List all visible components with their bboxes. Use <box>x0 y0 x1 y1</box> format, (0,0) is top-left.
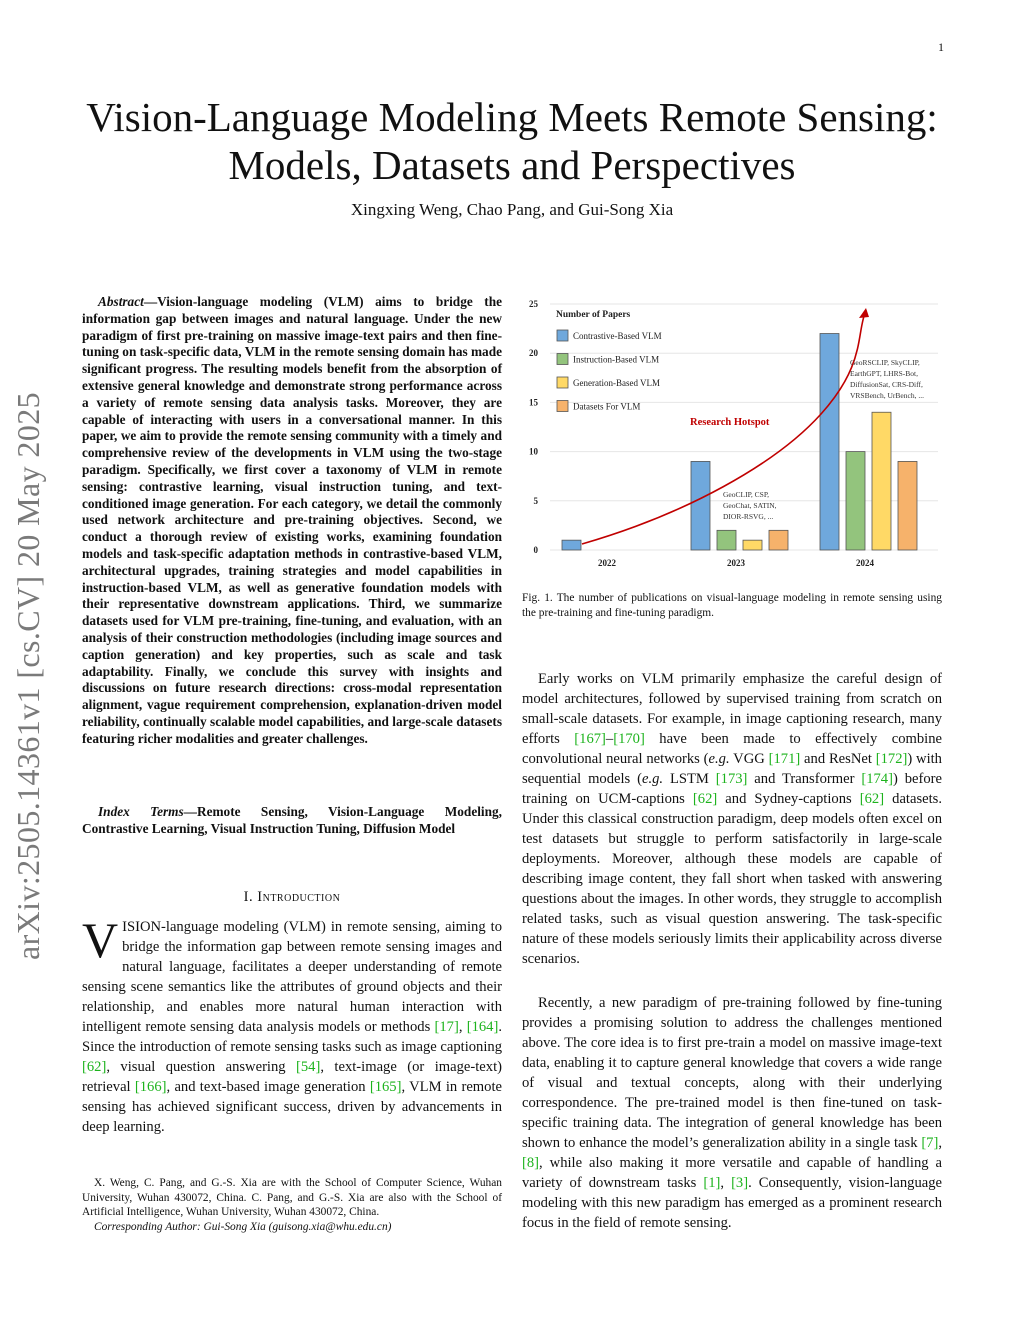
citation-link[interactable]: [54] <box>296 1059 321 1075</box>
text-run: have been made to effectively combine convolutional neural networks ( <box>522 731 942 767</box>
title-line-2: Models, Datasets and Perspectives <box>228 142 796 188</box>
citation-link[interactable]: [172] <box>875 751 908 767</box>
bar-generation-based-vlm-2024 <box>872 412 891 550</box>
text-run: ISION-language modeling (VLM) in remote sensing, aiming to bridge the information gap between remote sensing images and natural language, facilitates a deeper understanding of remote sensing scene semantics like the attributes of ground objects and their relationship, and enables more natural human interaction with intelligent remote sensing data analysis models or methods <box>82 919 502 1035</box>
bar-contrastive-based-vlm-2022 <box>562 540 581 550</box>
citation-link[interactable]: [62] <box>859 791 885 807</box>
text-run: e.g. <box>641 771 664 787</box>
y-tick-label: 25 <box>529 299 538 309</box>
citation-link[interactable]: [170] <box>613 731 645 747</box>
citation-link[interactable]: [167] <box>574 731 606 747</box>
page-number: 1 <box>938 40 944 54</box>
annotation-2024: DiffusionSat, CRS-Diff, <box>850 380 923 389</box>
annotation-2024: GeoRSCLIP, SkyCLIP, <box>850 358 920 367</box>
text-run: , <box>720 1175 732 1191</box>
citation-link[interactable]: [62] <box>82 1059 107 1075</box>
bar-instruction-based-vlm-2024 <box>846 452 865 550</box>
text-run: , <box>458 1019 467 1035</box>
legend-swatch <box>557 330 568 341</box>
legend-label: Generation-Based VLM <box>573 378 661 388</box>
y-tick-label: 10 <box>529 446 538 457</box>
section-number: I. <box>243 889 254 905</box>
legend-swatch <box>557 401 568 412</box>
body-paragraph-2 <box>522 993 942 1233</box>
citation-link[interactable]: [173] <box>715 771 748 787</box>
annotation-2023: DIOR-RSVG, ... <box>723 512 774 521</box>
text-run: ) before training on UCM-captions <box>522 771 942 807</box>
text-run: VGG <box>729 751 769 767</box>
bar-contrastive-based-vlm-2024 <box>820 334 839 550</box>
abstract-text: —Vision-language modeling (VLM) aims to bridge the information gap between images and natural language. Under the new paradigm of first pre-training on massive image-text pairs and then fine-tuning on task-specific data, VLM in the remote sensing domain has made significant progress. The resulting models benefit from the absorption of extensive general knowledge and demonstrate strong performance across a variety of remote sensing data analysis tasks. Moreover, they are capable of interacting with users in a conversational manner. In this paper, we aim to provide the remote sensing community with a timely and comprehensive review of the developments in VLM using the two-stage paradigm. Specifically, we first cover a taxonomy of VLM in remote sensing: contrastive learning, visual instruction tuning, and text-conditioned image generation. For each category, we detail the commonly used network architecture and pre-training objectives. Second, we conduct a thorough review of existing works, examining foundation models and task-specific adaptation methods in contrastive-based VLM, architectural upgrades, training strategies and model capabilities in instruction-based VLM, as well as generative foundation models with their representative downstream applications. Third, we summarize datasets used for VLM pre-training, fine-tuning, and evaluation, with an analysis of their construction methodologies (including image sources and caption generation) and key properties, such as scale and task adaptability. Finally, we conclude this survey with insights and discussions on future research directions: cross-modal representation alignment, vague requirement comprehension, explanation-driven model reliability, continually scalable model capabilities, and large-scale datasets featuring richer modalities and greater challenges. <box>82 294 502 746</box>
citation-link[interactable]: [62] <box>692 791 718 807</box>
drop-cap: V <box>82 912 119 968</box>
annotation-2023: GeoChat, SATIN, <box>723 501 777 510</box>
y-tick-label: 20 <box>529 348 538 359</box>
text-run: . Since the introduction of remote sensing tasks such as image captioning <box>82 1019 502 1055</box>
bar-datasets-for-vlm-2023 <box>769 530 788 550</box>
bar-generation-based-vlm-2023 <box>743 540 762 550</box>
text-run: . Consequently, vision-language modeling with this new paradigm has emerged as a prominent research focus in the field of remote sensing. <box>522 1175 942 1231</box>
title-line-1: Vision-Language Modeling Meets Remote Sensing: <box>86 94 938 140</box>
text-run: , while also making it more versatile and capable of handling a variety of downstream tasks <box>522 1155 942 1191</box>
section-heading <box>82 889 502 906</box>
abstract-label: Abstract <box>98 294 144 309</box>
legend-swatch <box>557 377 568 388</box>
text-run: – <box>605 731 614 747</box>
citation-link[interactable]: [8] <box>522 1155 540 1171</box>
citation-link[interactable]: [17] <box>434 1019 459 1035</box>
y-tick-label: 0 <box>533 545 538 555</box>
authors: Xingxing Weng, Chao Pang, and Gui-Song Xia <box>350 200 674 219</box>
legend-label: Contrastive-Based VLM <box>573 331 662 341</box>
intro-paragraph <box>82 912 502 1137</box>
annotation-2024: VRSBench, UrBench, ... <box>850 391 924 400</box>
y-axis-label: Number of Papers <box>556 310 631 320</box>
figure-caption: Fig. 1. The number of publications on visual-language modeling in remote sensing using the pre-training and fine-tuning paradigm. <box>522 592 942 619</box>
footnote <box>82 1176 502 1235</box>
text-run: and ResNet <box>800 751 876 767</box>
text-run: and Sydney-captions <box>717 791 860 807</box>
citation-link[interactable]: [174] <box>861 771 893 787</box>
bar-contrastive-based-vlm-2023 <box>691 461 710 550</box>
x-tick-label: 2024 <box>856 558 874 568</box>
text-run: LSTM <box>663 771 716 787</box>
index-terms-text: —Remote Sensing, Vision-Language Modeling, Contrastive Learning, Visual Instruction Tuning, Diffusion Model <box>82 804 502 836</box>
annotation-2023: GeoCLIP, CSP, <box>723 490 770 499</box>
text-run: e.g. <box>708 751 730 767</box>
index-terms-label: Index Terms <box>98 804 184 819</box>
citation-link[interactable]: [3] <box>731 1175 749 1191</box>
y-tick-label: 15 <box>529 397 538 408</box>
citation-link[interactable]: [165] <box>369 1079 402 1095</box>
citation-link[interactable]: [164] <box>466 1019 499 1035</box>
affiliation-note: X. Weng, C. Pang, and G.-S. Xia are with the School of Computer Science, Wuhan University, Wuhan 430072, China. C. Pang, and G.-S. Xia are also with the School of Artificial Intelligence, Wuhan University, Wuhan 430072, China. <box>82 1177 502 1219</box>
x-tick-label: 2022 <box>598 558 616 568</box>
x-tick-label: 2023 <box>727 558 745 568</box>
legend-swatch <box>557 354 568 365</box>
text-run: Early works on VLM primarily emphasize the careful design of model architectures, followed by supervised training from scratch on small-scale datasets. For example, in image captioning research, many efforts <box>522 671 942 747</box>
text-run: and Transformer <box>747 771 862 787</box>
body-paragraph-1 <box>522 669 942 969</box>
annotation-2024: EarthGPT, LHRS-Bot, <box>850 369 918 378</box>
text-run: , and text-based image generation <box>166 1079 370 1095</box>
text-run: Recently, a new paradigm of pre-training followed by fine-tuning provides a promising solution to address the challenges mentioned above. The core idea is to first pre-train a model on massive image-text data, enabling it to capture general knowledge that covers a wide range of visual and textual concepts, along with their underlying correspondence. The pre-trained model is then fine-tuned on task-specific training data. The integration of general knowledge has been shown to enhance the model’s generalization ability in a single task <box>522 995 942 1151</box>
text-run: ) with sequential models ( <box>522 751 942 787</box>
text-run: , VLM in remote sensing has achieved significant success, driven by advancements in deep learning. <box>82 1079 502 1135</box>
bar-instruction-based-vlm-2023 <box>717 530 736 550</box>
abstract <box>82 294 502 748</box>
text-run: , <box>938 1135 942 1151</box>
citation-link[interactable]: [171] <box>768 751 801 767</box>
citation-link[interactable]: [7] <box>921 1135 939 1151</box>
legend-label: Datasets For VLM <box>573 401 641 412</box>
publications-bar-chart <box>516 294 948 586</box>
research-hotspot-label: Research Hotspot <box>690 417 770 428</box>
section-title: Introduction <box>257 889 341 905</box>
citation-link[interactable]: [1] <box>703 1175 721 1191</box>
text-run: datasets. Under this classical construction paradigm, deep models often excel on test datasets but struggle to perform satisfactorily in large-scale deployments. Moreover, although these models are capable of describing image content, they fall short when tasked with answering questions about the images. In other words, they struggle to accomplish related tasks, such as visual question answering. The task-specific nature of these models seriously limits their applicability across diverse scenarios. <box>522 791 942 967</box>
y-tick-label: 5 <box>533 495 538 506</box>
bar-datasets-for-vlm-2024 <box>898 461 917 550</box>
arxiv-stamp: arXiv:2505.14361v1 [cs.CV] 20 May 2025 <box>10 391 46 960</box>
text-run: , visual question answering <box>106 1059 297 1075</box>
text-run: , text-image (or image-text) retrieval <box>82 1059 502 1095</box>
citation-link[interactable]: [166] <box>134 1079 167 1095</box>
legend-label: Instruction-Based VLM <box>573 354 660 365</box>
paper-title <box>60 93 964 189</box>
index-terms <box>82 804 502 838</box>
corresponding-author-note: Corresponding Author: Gui-Song Xia (guisong.xia@whu.edu.cn) <box>94 1221 392 1234</box>
